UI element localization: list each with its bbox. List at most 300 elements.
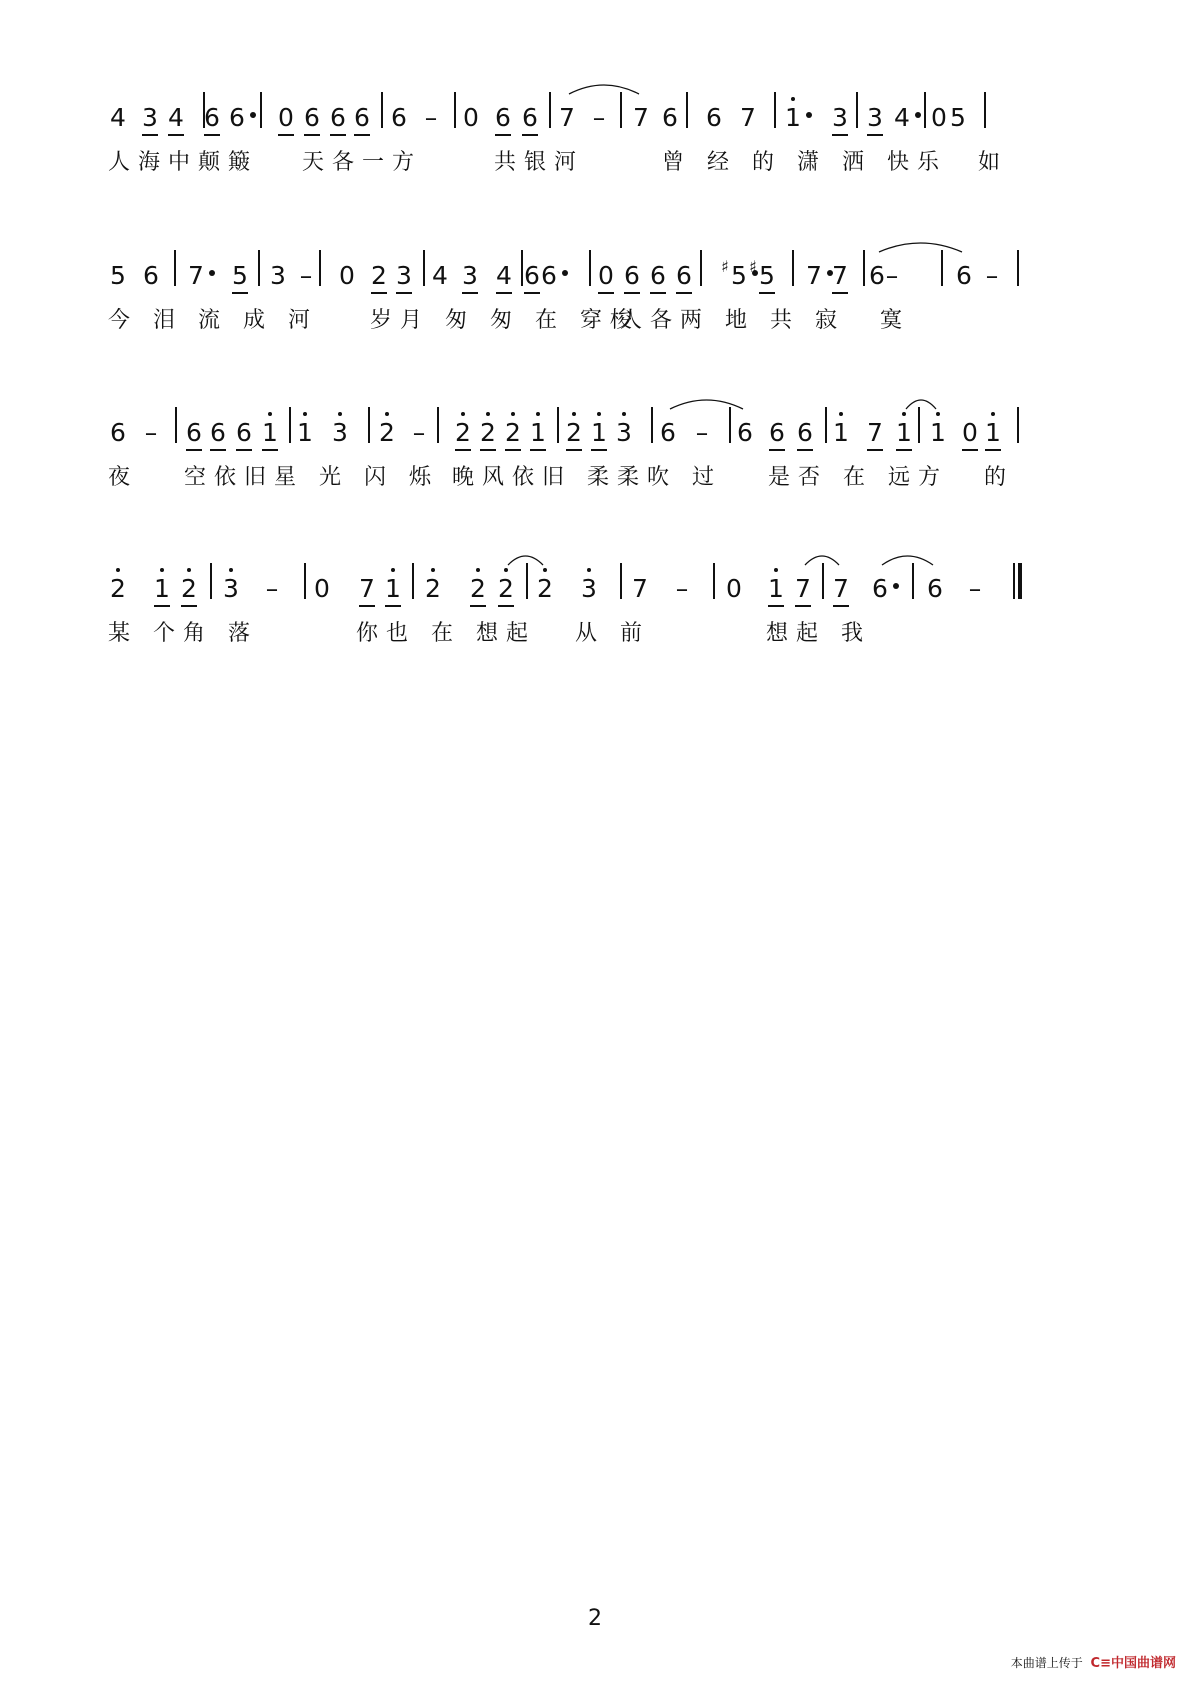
eighth-underline [676,292,692,294]
note-digit: 7 [559,103,575,132]
note-digit: 6 [143,261,159,290]
notation-row-3 [0,407,1190,467]
eighth-underline [186,449,202,451]
note-digit: 6 [706,103,722,132]
note-digit: 6 [662,103,678,132]
dash-glyph: – [299,261,313,290]
note-digit: 2 [566,418,582,447]
sustain-dash [587,92,611,136]
note [387,92,411,136]
note-digit: 1 [262,418,278,447]
note-digit: 1 [785,103,801,132]
dotted-note-dot-icon [209,270,215,276]
note [293,407,317,451]
barline [174,250,176,286]
note-digit: 0 [931,103,947,132]
note-digit: 6 [495,103,511,132]
note [225,92,249,136]
octave-dot-icon [839,412,843,416]
note [355,563,379,607]
octave-dot-icon [391,568,395,572]
note-digit: 1 [896,418,912,447]
eighth-underline [204,134,220,136]
note [182,407,206,451]
note [492,250,516,294]
note-digit: 0 [463,103,479,132]
note [106,92,130,136]
barline [412,563,414,599]
barline [700,250,702,286]
note [868,563,892,607]
note-digit: 5 [759,261,775,290]
note-digit: 3 [142,103,158,132]
barline [437,407,439,443]
sharp-icon: ♯ [721,257,729,276]
note [428,250,452,294]
sharp-icon: ♯ [749,257,757,276]
note-digit: 6 [737,418,753,447]
note [274,92,298,136]
note [829,563,853,607]
lyric-phrase: 从 前 [575,621,650,646]
note-digit: 1 [385,574,401,603]
eighth-underline [168,134,184,136]
notation-row-2 [0,250,1190,310]
octave-dot-icon [229,568,233,572]
barline [304,563,306,599]
note [620,250,644,294]
note-digit: 7 [633,103,649,132]
octave-dot-icon [572,412,576,416]
note [184,250,208,294]
slur-tie-icon [803,549,841,569]
slur-tie-icon [668,393,745,413]
note [459,92,483,136]
eighth-underline [142,134,158,136]
note-digit: 2 [505,418,521,447]
note-digit: 6 [872,574,888,603]
octave-dot-icon [385,412,389,416]
eighth-underline [985,449,1001,451]
dash-glyph: – [885,261,899,290]
note-digit: 3 [270,261,286,290]
dash-glyph: – [265,574,279,603]
note [537,250,561,294]
slur-tie-icon [506,549,545,569]
note-digit: 3 [867,103,883,132]
note-digit: 6 [354,103,370,132]
dash-glyph: – [675,574,689,603]
note [749,250,779,294]
note [106,407,130,451]
notation-row-4 [0,563,1190,623]
note-digit: 0 [726,574,742,603]
note [518,92,542,136]
barline [686,92,688,128]
eighth-underline [896,449,912,451]
note-digit: 2 [455,418,471,447]
note [232,407,256,451]
note-digit: 4 [894,103,910,132]
dash-glyph: – [592,103,606,132]
eighth-underline [396,292,412,294]
note [300,92,324,136]
note [164,92,188,136]
octave-dot-icon [622,412,626,416]
note [781,92,805,136]
octave-dot-icon [774,568,778,572]
note-digit: 7 [740,103,756,132]
note-digit: 2 [379,418,395,447]
note-digit: 3 [616,418,632,447]
note [335,250,359,294]
note-digit: 0 [598,261,614,290]
eighth-underline [385,605,401,607]
site-name: 中国曲谱网 [1110,1656,1176,1671]
lyric-phrase: 人各两 地 共 寂 [620,308,845,333]
note [658,92,682,136]
note-digit: 2 [371,261,387,290]
note-digit: 6 [541,261,557,290]
barline [260,92,262,128]
note-digit: 5 [110,261,126,290]
page-number: 2 [588,1606,602,1631]
note-digit: 2 [425,574,441,603]
lyric-phrase: 共银河 [494,150,585,175]
note [612,407,636,451]
note [200,92,224,136]
note [501,407,525,451]
note-digit: 4 [496,261,512,290]
octave-dot-icon [597,412,601,416]
dash-glyph: – [968,574,982,603]
site-logo[interactable] [1091,1652,1176,1671]
eighth-underline [462,292,478,294]
barline [1017,407,1019,443]
sustain-dash [980,250,1004,294]
lyric-phrase: 空依旧星 光 闪 烁 [184,465,439,490]
barline [792,250,794,286]
barline [1017,250,1019,286]
eighth-underline [769,449,785,451]
note [258,407,282,451]
note [802,250,826,294]
octave-dot-icon [268,412,272,416]
octave-dot-icon [587,568,591,572]
note-digit: 7 [632,574,648,603]
note [721,250,751,294]
barline [924,92,926,128]
sustain-dash [670,563,694,607]
lyric-phrase: 岁月 匆 匆 在 穿梭 [370,308,640,333]
octave-dot-icon [116,568,120,572]
note-digit: 6 [110,418,126,447]
note [139,250,163,294]
dash-glyph: – [144,418,158,447]
octave-dot-icon [476,568,480,572]
note [367,250,391,294]
note-digit: 6 [522,103,538,132]
eighth-underline [598,292,614,294]
barline [620,563,622,599]
note-digit: 0 [962,418,978,447]
dotted-note-dot-icon [562,270,568,276]
note-digit: 6 [304,103,320,132]
eighth-underline [480,449,496,451]
note-digit: 3 [581,574,597,603]
barline [319,250,321,286]
note [106,563,130,607]
note [106,250,130,294]
lyric-phrase: 寞 [880,308,911,333]
eighth-underline [262,449,278,451]
note [791,563,815,607]
eighth-underline [867,134,883,136]
lyric-phrase: 某 个角 落 [108,621,258,646]
note [219,563,243,607]
octave-dot-icon [160,568,164,572]
eighth-underline [498,605,514,607]
note-digit: 3 [462,261,478,290]
note-digit: 7 [795,574,811,603]
octave-dot-icon [338,412,342,416]
note [958,407,982,451]
note-digit: 7 [188,261,204,290]
eighth-underline [530,449,546,451]
lyric-phrase: 今 泪 流 成 河 [108,308,318,333]
sustain-dash [880,250,904,294]
lyric-phrase: 人海中颠簸 [108,150,259,175]
note-digit: 2 [498,574,514,603]
lyric-phrase: 天各一方 [302,150,423,175]
eighth-underline [330,134,346,136]
dash-glyph: – [695,418,709,447]
note [491,92,515,136]
barline [856,92,858,128]
note [466,563,490,607]
eighth-underline [867,449,883,451]
note [381,563,405,607]
note [926,407,950,451]
eighth-underline [505,449,521,451]
sustain-dash [407,407,431,451]
eighth-underline [304,134,320,136]
eighth-underline [278,134,294,136]
note-digit: 6 [769,418,785,447]
note-digit: 3 [223,574,239,603]
note-digit: 6 [650,261,666,290]
barline [175,407,177,443]
dash-glyph: – [424,103,438,132]
note [736,92,760,136]
lyrics-row-1 [0,148,1190,178]
eighth-underline [832,134,848,136]
note [890,92,914,136]
note [628,563,652,607]
note [765,407,789,451]
eighth-underline [591,449,607,451]
note-digit: 7 [867,418,883,447]
note [451,407,475,451]
sustain-dash [419,92,443,136]
note-digit: 6 [660,418,676,447]
note [863,92,887,136]
note-digit: 6 [229,103,245,132]
octave-dot-icon [187,568,191,572]
octave-dot-icon [991,412,995,416]
dotted-note-dot-icon [806,112,812,118]
note-digit: 4 [110,103,126,132]
octave-dot-icon [486,412,490,416]
note-digit: 6 [524,261,540,290]
note [656,407,680,451]
note [526,407,550,451]
eighth-underline [359,605,375,607]
note-digit: 4 [432,261,448,290]
note [793,407,817,451]
note-digit: 2 [181,574,197,603]
note [555,92,579,136]
lyrics-row-4 [0,619,1190,649]
note-digit: 1 [833,418,849,447]
note [326,92,350,136]
note-digit: 6 [797,418,813,447]
barline [589,250,591,286]
note-digit: 6 [330,103,346,132]
barline [549,92,551,128]
note-digit: 3 [332,418,348,447]
lyric-phrase: 晚风依旧 柔柔吹 过 [452,465,722,490]
eighth-underline [181,605,197,607]
dash-glyph: – [412,418,426,447]
note [702,92,726,136]
lyric-phrase: 的 [984,465,1015,490]
eighth-underline [768,605,784,607]
note-digit: 6 [624,261,640,290]
dash-glyph: – [985,261,999,290]
note [981,407,1005,451]
note [672,250,696,294]
eighth-underline [624,292,640,294]
eighth-underline [522,134,538,136]
barline [258,250,260,286]
note [150,563,174,607]
note [266,250,290,294]
barline [210,563,212,599]
note [892,407,916,451]
note-digit: 0 [339,261,355,290]
upload-credit [1011,1652,1176,1671]
note [310,563,334,607]
note [392,250,416,294]
note [458,250,482,294]
note [828,250,852,294]
barline [368,407,370,443]
note-digit: 5 [950,103,966,132]
note [375,407,399,451]
eighth-underline [833,605,849,607]
eighth-underline [797,449,813,451]
barline [289,407,291,443]
octave-dot-icon [431,568,435,572]
note [587,407,611,451]
note [328,407,352,451]
note [646,250,670,294]
note-digit: 1 [297,418,313,447]
slur-tie-icon [567,78,641,98]
lyrics-row-2 [0,306,1190,336]
sustain-dash [260,563,284,607]
barline [713,563,715,599]
sustain-dash [963,563,987,607]
octave-dot-icon [791,97,795,101]
eighth-underline [759,292,775,294]
note-digit: 6 [391,103,407,132]
slur-tie-icon [880,549,935,569]
eighth-underline [495,134,511,136]
upload-note-text: 本曲谱上传于 [1010,1656,1083,1670]
note-digit: 6 [676,261,692,290]
note-digit: 5 [731,261,747,290]
note-digit: 0 [278,103,294,132]
lyrics-row-3 [0,463,1190,493]
eighth-underline [470,605,486,607]
note-digit: 6 [236,418,252,447]
note-digit: 7 [833,574,849,603]
eighth-underline [236,449,252,451]
note [562,407,586,451]
eighth-underline [650,292,666,294]
slur-tie-icon [877,236,964,256]
slur-tie-icon [904,393,938,413]
note-digit: 1 [530,418,546,447]
note-digit: 1 [768,574,784,603]
note-digit: 7 [359,574,375,603]
note [733,407,757,451]
note [952,250,976,294]
note-digit: 1 [930,418,946,447]
lyric-phrase: 你也 在 想起 [356,621,536,646]
eighth-underline [795,605,811,607]
dotted-note-dot-icon [250,112,256,118]
eighth-underline [154,605,170,607]
lyric-phrase: 想起 我 [766,621,871,646]
lyric-phrase: 夜 [108,465,139,490]
lyric-phrase: 是否 在 远方 [768,465,948,490]
eighth-underline [566,449,582,451]
barline [1013,563,1015,599]
note-digit: 7 [806,261,822,290]
note-digit: 0 [314,574,330,603]
note [829,407,853,451]
note-digit: 2 [110,574,126,603]
eighth-underline [832,292,848,294]
note [946,92,970,136]
octave-dot-icon [536,412,540,416]
note-digit: 6 [869,261,885,290]
octave-dot-icon [511,412,515,416]
note-digit: 7 [832,261,848,290]
eighth-underline [962,449,978,451]
note [722,563,746,607]
note-digit: 6 [186,418,202,447]
sustain-dash [139,407,163,451]
barline [984,92,986,128]
eighth-underline [371,292,387,294]
lyric-phrase: 曾 经 的 潇 洒 快乐 [662,150,947,175]
note-digit: 2 [480,418,496,447]
notation-row-1 [0,92,1190,152]
